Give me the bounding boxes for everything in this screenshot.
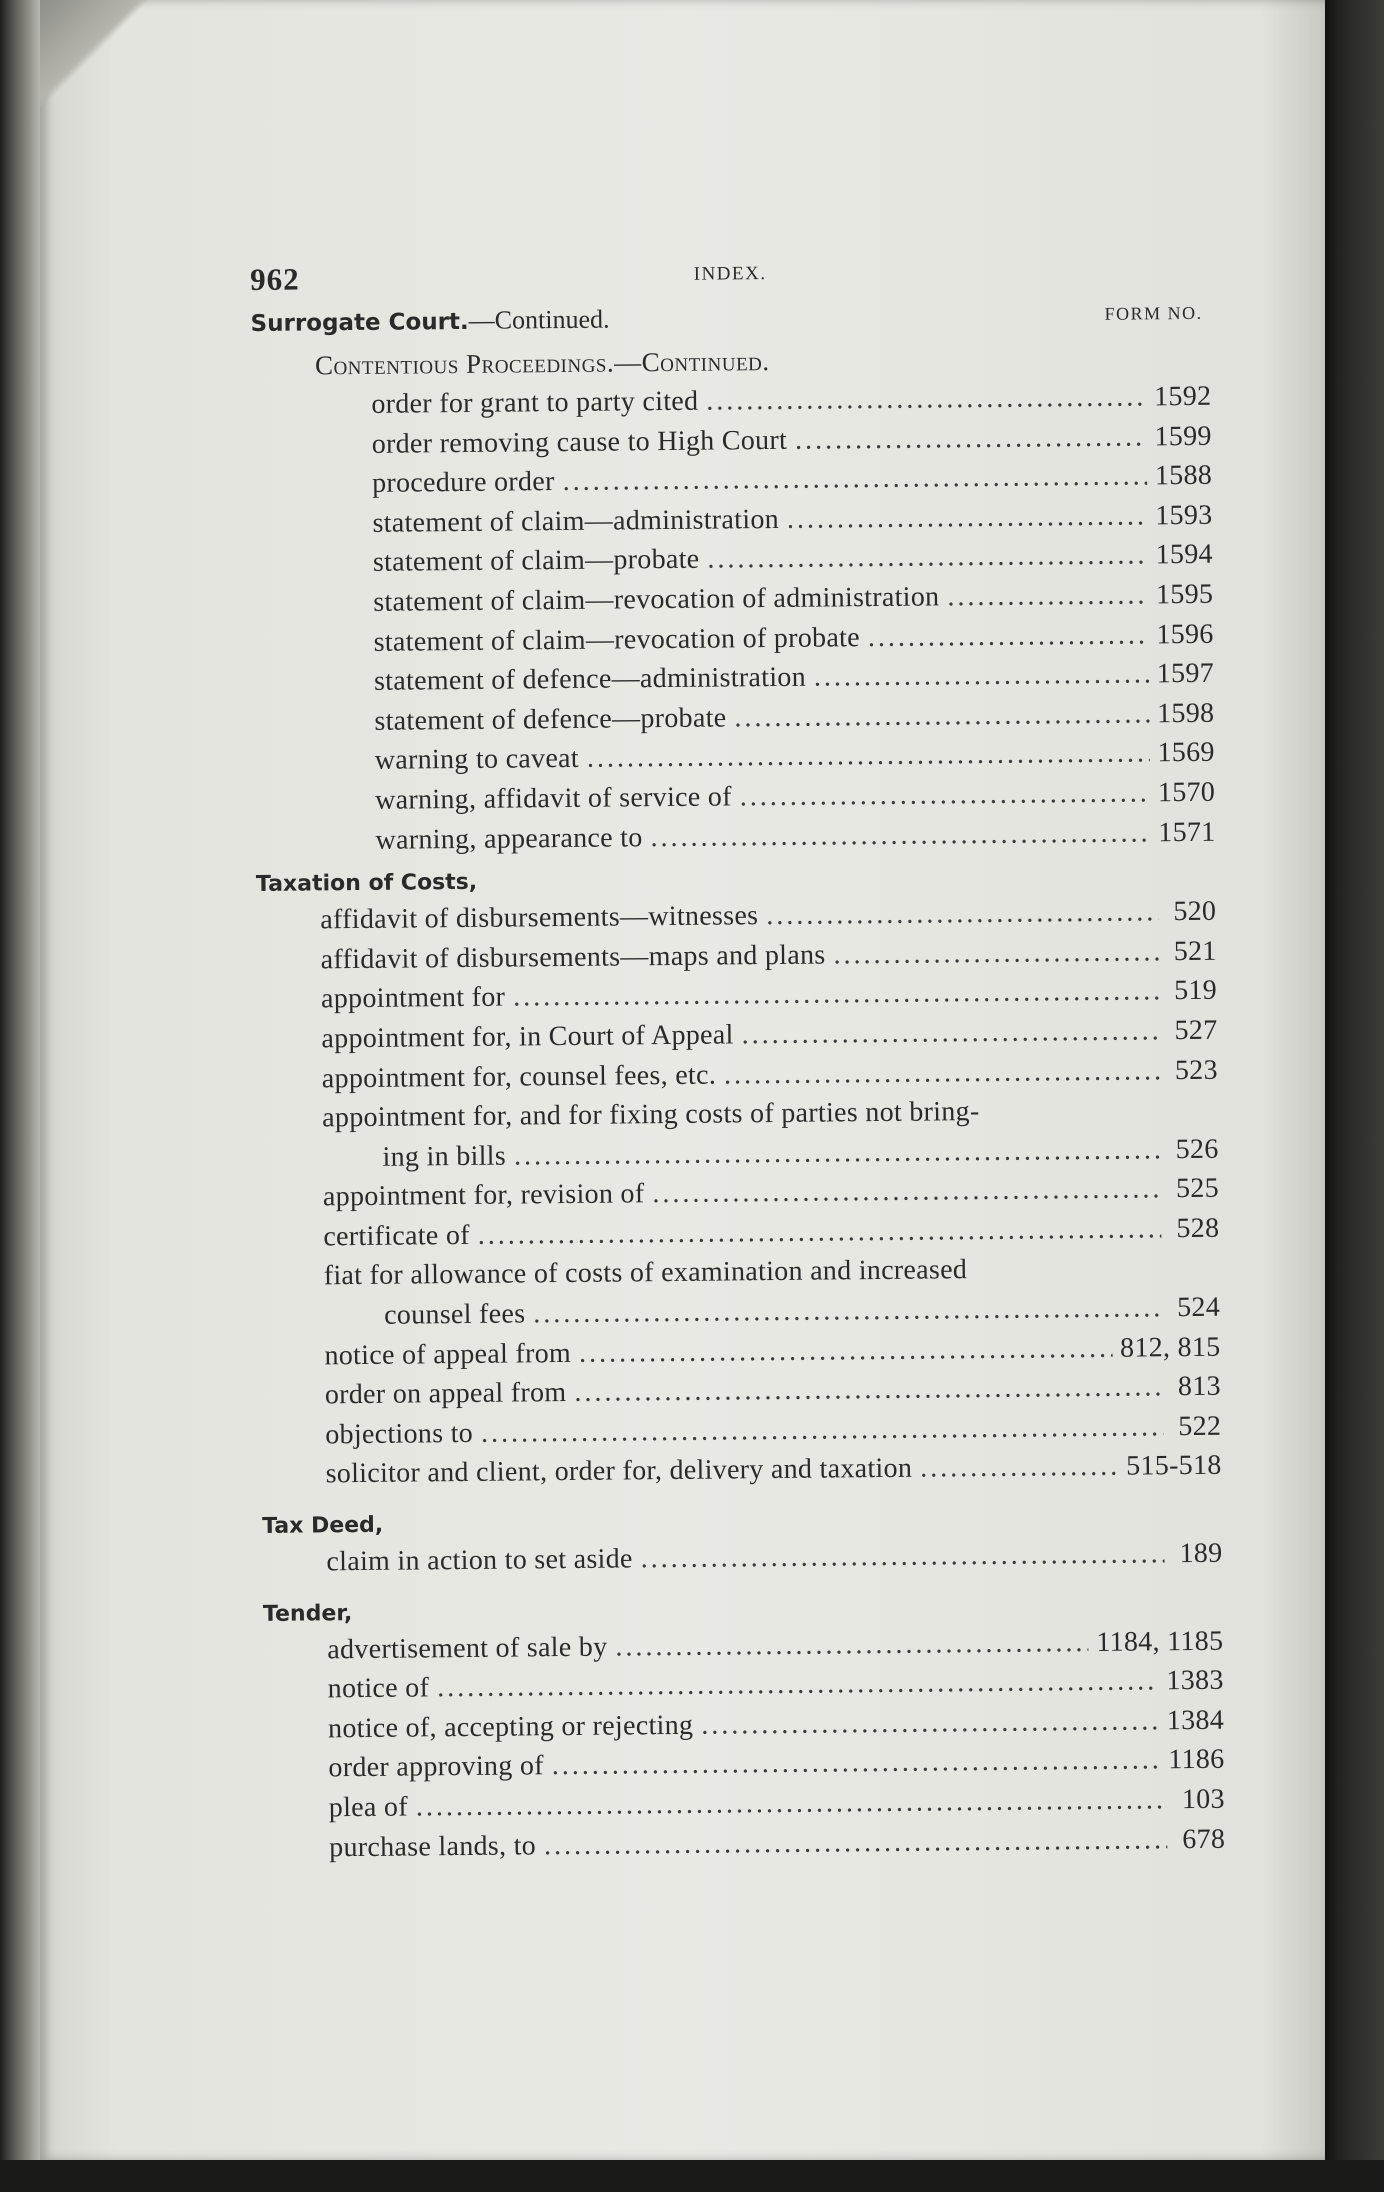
entry-label: notice of, accepting or rejecting <box>327 1709 694 1745</box>
form-number: 813 <box>1177 1370 1221 1403</box>
index-entry <box>255 812 1215 861</box>
form-number: 1569 <box>1157 737 1215 769</box>
form-number: 520 <box>1173 895 1217 928</box>
entry-label-continued: counsel fees <box>383 1298 526 1331</box>
tender-heading: Tender, <box>262 1600 353 1627</box>
entry-label: statement of claim—revocation of administration <box>373 581 940 618</box>
dot-leader <box>787 496 1148 539</box>
entry-label: appointment for, in Court of Appeal <box>321 1019 734 1055</box>
tender-entries <box>263 1621 1225 1868</box>
dot-leader <box>701 1701 1159 1745</box>
form-number: 1593 <box>1155 499 1213 532</box>
form-number: 1383 <box>1166 1664 1224 1697</box>
form-number: 528 <box>1176 1212 1220 1245</box>
folded-corner <box>40 0 150 110</box>
entry-label-continued: ing in bills <box>382 1140 507 1173</box>
dot-leader <box>478 1209 1162 1255</box>
form-number: 1571 <box>1158 816 1216 848</box>
taxation-entries <box>256 892 1222 1495</box>
entry-label: claim in action to set aside <box>326 1543 633 1578</box>
dot-leader <box>579 1328 1112 1373</box>
form-number: 525 <box>1175 1173 1220 1205</box>
dot-leader <box>562 457 1147 502</box>
dot-leader <box>814 655 1149 698</box>
entry-label: order for grant to party cited <box>371 385 699 420</box>
entry-label: procedure order <box>371 466 555 500</box>
form-number: 678 <box>1182 1823 1226 1855</box>
continued-note: —Continued. <box>468 304 610 335</box>
dot-leader <box>652 1170 1161 1214</box>
entry-label: notice of <box>327 1672 430 1705</box>
form-number: 1570 <box>1157 776 1216 809</box>
surrogate-entries <box>251 377 1216 861</box>
dot-leader <box>833 932 1159 975</box>
dot-leader <box>947 575 1148 617</box>
form-number: 522 <box>1178 1410 1222 1442</box>
form-number: 1594 <box>1155 539 1214 571</box>
form-number: 1595 <box>1155 578 1214 611</box>
entry-label: affidavit of disbursements—witnesses <box>320 900 759 936</box>
dot-leader <box>513 972 1159 1018</box>
entry-label: statement of defence—probate <box>374 702 727 737</box>
entry-label: affidavit of disbursements—maps and plans <box>320 939 826 976</box>
dot-leader <box>514 1130 1161 1176</box>
entry-label: statement of defence—administration <box>373 661 807 697</box>
form-number: 519 <box>1173 975 1218 1007</box>
form-number: 1186 <box>1168 1744 1225 1776</box>
dot-leader <box>574 1368 1163 1413</box>
entry-label: objections to <box>325 1417 474 1451</box>
dot-leader <box>552 1741 1161 1786</box>
dot-leader <box>640 1534 1164 1579</box>
entry-label: statement of claim—probate <box>372 544 700 579</box>
scan-bottom-edge <box>0 2160 1384 2192</box>
form-number: 1596 <box>1156 618 1214 650</box>
dot-leader <box>437 1662 1159 1709</box>
entry-label: purchase lands, to <box>329 1829 537 1863</box>
entry-label: warning, appearance to <box>375 821 643 856</box>
dot-leader <box>868 615 1149 657</box>
form-number: 523 <box>1174 1054 1218 1086</box>
dot-leader <box>544 1820 1168 1866</box>
dot-leader <box>795 417 1147 460</box>
dot-leader <box>740 773 1151 817</box>
dot-leader <box>741 1011 1159 1055</box>
entry-label: statement of claim—revocation of probate <box>373 621 861 658</box>
form-number: 515-518 <box>1126 1450 1222 1483</box>
form-number: 1598 <box>1157 697 1215 730</box>
dot-leader <box>650 813 1150 857</box>
form-number: 1184, 1185 <box>1096 1625 1224 1658</box>
dot-leader <box>706 377 1146 421</box>
entry-label: advertisement of sale by <box>327 1631 608 1665</box>
dot-leader <box>707 536 1148 580</box>
dot-leader <box>533 1288 1162 1334</box>
form-number: 1597 <box>1156 657 1215 690</box>
index-content <box>250 253 1225 1868</box>
entry-label: plea of <box>328 1791 409 1824</box>
page-number: 962 <box>250 261 300 297</box>
form-number: 521 <box>1173 935 1217 967</box>
form-number: 527 <box>1174 1014 1218 1047</box>
entry-label: warning, affidavit of service of <box>375 781 732 816</box>
index-term: Surrogate Court. <box>250 308 469 337</box>
tax-deed-heading: Tax Deed, <box>262 1512 384 1539</box>
entry-label: notice of appeal from <box>324 1337 572 1371</box>
form-number: 189 <box>1179 1537 1223 1570</box>
entry-label: order removing cause to High Court <box>371 424 788 460</box>
dot-leader <box>615 1623 1088 1667</box>
entry-label: solicitor and client, order for, delivery and taxation <box>325 1453 913 1490</box>
form-number: 524 <box>1177 1291 1221 1324</box>
entry-label: appointment for, and for fixing costs of parties not bring- <box>322 1096 980 1134</box>
form-number: 526 <box>1175 1133 1219 1165</box>
dot-leader <box>734 694 1149 738</box>
entry-label: warning to caveat <box>374 743 580 777</box>
book-spine <box>1325 0 1384 2192</box>
entry-label: appointment for, counsel fees, etc. <box>321 1059 717 1094</box>
entry-label: appointment for <box>320 981 506 1015</box>
dot-leader <box>724 1051 1160 1095</box>
dot-leader <box>587 734 1150 779</box>
form-no-column-label: FORM NO. <box>1104 302 1203 324</box>
entry-label: order on appeal from <box>324 1377 567 1411</box>
form-number: 1588 <box>1154 459 1213 492</box>
running-title: INDEX. <box>693 263 767 285</box>
entry-label: statement of claim—administration <box>372 503 780 539</box>
form-number: 1384 <box>1166 1704 1225 1737</box>
form-number: 1592 <box>1153 380 1212 413</box>
form-number: 812, 815 <box>1119 1331 1221 1364</box>
book-edge <box>0 0 40 2192</box>
entry-label: certificate of <box>323 1219 470 1253</box>
taxation-heading: Taxation of Costs, <box>255 869 478 898</box>
form-number: 1599 <box>1154 420 1212 452</box>
sub-heading: Contentious Proceedings.—Continued. <box>314 346 770 381</box>
entry-label: order approving of <box>328 1750 544 1784</box>
form-number: 103 <box>1181 1783 1225 1816</box>
entry-label: fiat for allowance of costs of examination and increased <box>323 1254 968 1292</box>
dot-leader <box>481 1407 1164 1453</box>
dot-leader <box>766 892 1158 935</box>
entry-label: appointment for, revision of <box>322 1178 645 1213</box>
dot-leader <box>920 1447 1118 1488</box>
